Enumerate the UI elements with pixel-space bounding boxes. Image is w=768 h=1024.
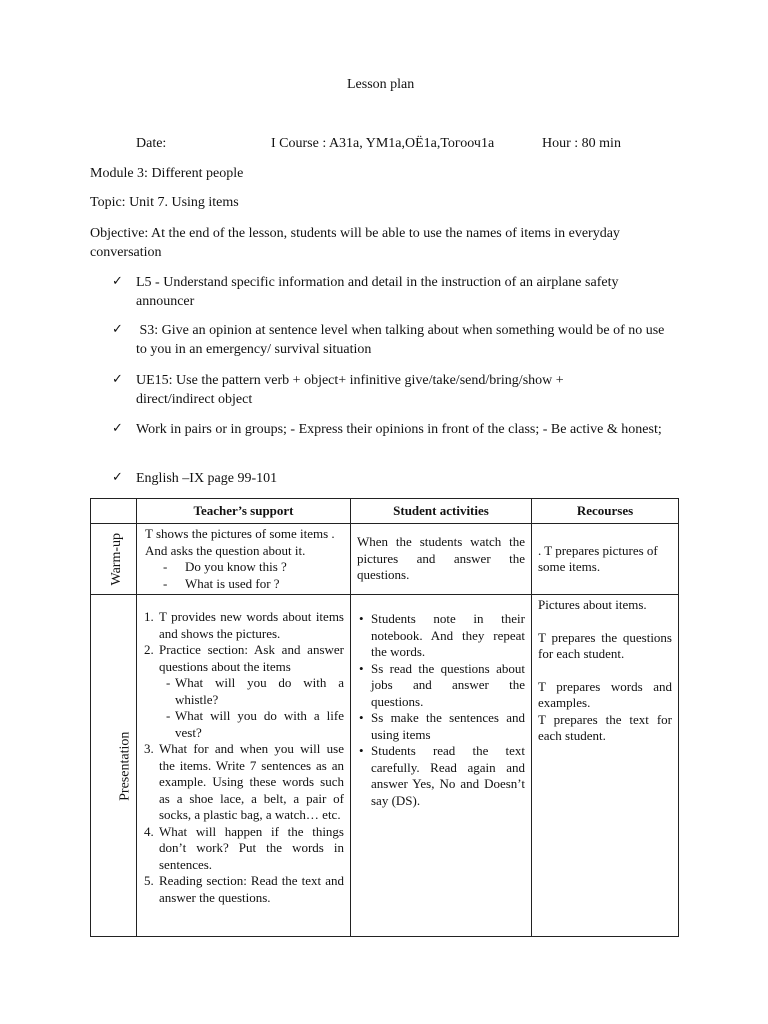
list-item: - What will you do with a whistle? — [175, 675, 344, 708]
date-label: Date: — [136, 136, 167, 151]
list-item: - What will you do with a life vest? — [175, 708, 344, 741]
teacher-header: Teacher’s support — [137, 499, 351, 524]
check-icon: ✓ — [112, 274, 123, 289]
check-icon: ✓ — [112, 322, 123, 337]
presentation-label-cell — [91, 595, 137, 937]
topic-line: Topic: Unit 7. Using items — [90, 195, 239, 210]
list-item: • Students note in their notebook. And they repeat the words. — [371, 611, 525, 661]
list-item: - What is used for ? — [185, 576, 344, 593]
hour-info: Hour : 80 min — [542, 136, 621, 151]
table-row — [91, 595, 679, 937]
student-activity-list — [357, 611, 525, 809]
lesson-table — [90, 498, 679, 937]
check-icon: ✓ — [112, 470, 123, 485]
list-item: 1. T provides new words about items and shows the pictures. — [157, 609, 344, 642]
warmup-label: Warm-up — [109, 533, 125, 586]
check-icon: ✓ — [112, 372, 123, 387]
table-row — [91, 524, 679, 595]
practice-questions — [159, 675, 344, 741]
presentation-teacher-cell — [137, 595, 351, 937]
resource-line: Pictures about items. — [538, 597, 647, 612]
presentation-student-cell — [351, 595, 532, 937]
resource-line: T prepares the text for each student. — [538, 711, 672, 743]
course-info: I Course : A31a, YM1a,OË1a,Тогооч1a — [271, 136, 495, 151]
presentation-steps — [143, 609, 344, 906]
objective-item-2: S3: Give an opinion at sentence level when talking about when something would be of no use to you in an emergency/ survival situation — [136, 323, 668, 357]
resource-line: T prepares the questions for each student. — [538, 629, 672, 661]
objective-item-5: English –IX page 99-101 — [136, 471, 278, 486]
presentation-resources-cell — [532, 595, 679, 937]
stage-header — [91, 499, 137, 524]
list-item: • Students read the text carefully. Read again and answer Yes, No and Doesn’t say (DS). — [371, 743, 525, 809]
objective-item-3: UE15: Use the pattern verb + object+ infinitive give/take/send/bring/show + direct/indirect object — [136, 373, 564, 407]
presentation-label: Presentation — [117, 731, 133, 801]
objective-item-1: L5 - Understand specific information and detail in the instruction of an airplane safety announcer — [136, 275, 619, 309]
page-title: Lesson plan — [347, 77, 415, 92]
check-icon: ✓ — [112, 421, 123, 436]
warmup-teacher-intro: T shows the pictures of some items . And asks the question about it. — [145, 526, 335, 558]
list-item: • Ss read the questions about jobs and answer the questions. — [371, 661, 525, 711]
module-line: Module 3: Different people — [90, 166, 244, 181]
warmup-teacher-cell — [137, 524, 351, 595]
list-item: 5. Reading section: Read the text and answer the questions. — [157, 873, 344, 906]
table-header-row — [91, 499, 679, 524]
list-item: 4. What will happen if the things don’t work? Put the words in sentences. — [157, 824, 344, 874]
list-item: 2. Practice section: Ask and answer questions about the items - What will you do with a whistle? - What will you do with a life vest? — [157, 642, 344, 741]
warmup-question-list — [145, 559, 344, 592]
list-item: • Ss make the sentences and using items — [371, 710, 525, 743]
objective-item-4: Work in pairs or in groups; - Express their opinions in front of the class; - Be active & honest; — [136, 422, 662, 437]
list-item: - Do you know this ? — [185, 559, 344, 576]
student-header: Student activities — [351, 499, 532, 524]
objective-paragraph: Objective: At the end of the lesson, students will be able to use the names of items in everyday conversation — [90, 226, 620, 260]
resources-header: Recourses — [532, 499, 679, 524]
list-item: 3. What for and when you will use the items. Write 7 sentences as an example. Using these words such as a shoe lace, a belt, a pair of socks, a plastic bag, a watch… etc. — [157, 741, 344, 824]
resource-line: T prepares words and examples. — [538, 678, 672, 710]
warmup-resources-cell: . T prepares pictures of some items. — [532, 524, 679, 595]
warmup-student-cell: When the students watch the pictures and answer the questions. — [351, 524, 532, 595]
warmup-label-cell — [91, 524, 137, 595]
